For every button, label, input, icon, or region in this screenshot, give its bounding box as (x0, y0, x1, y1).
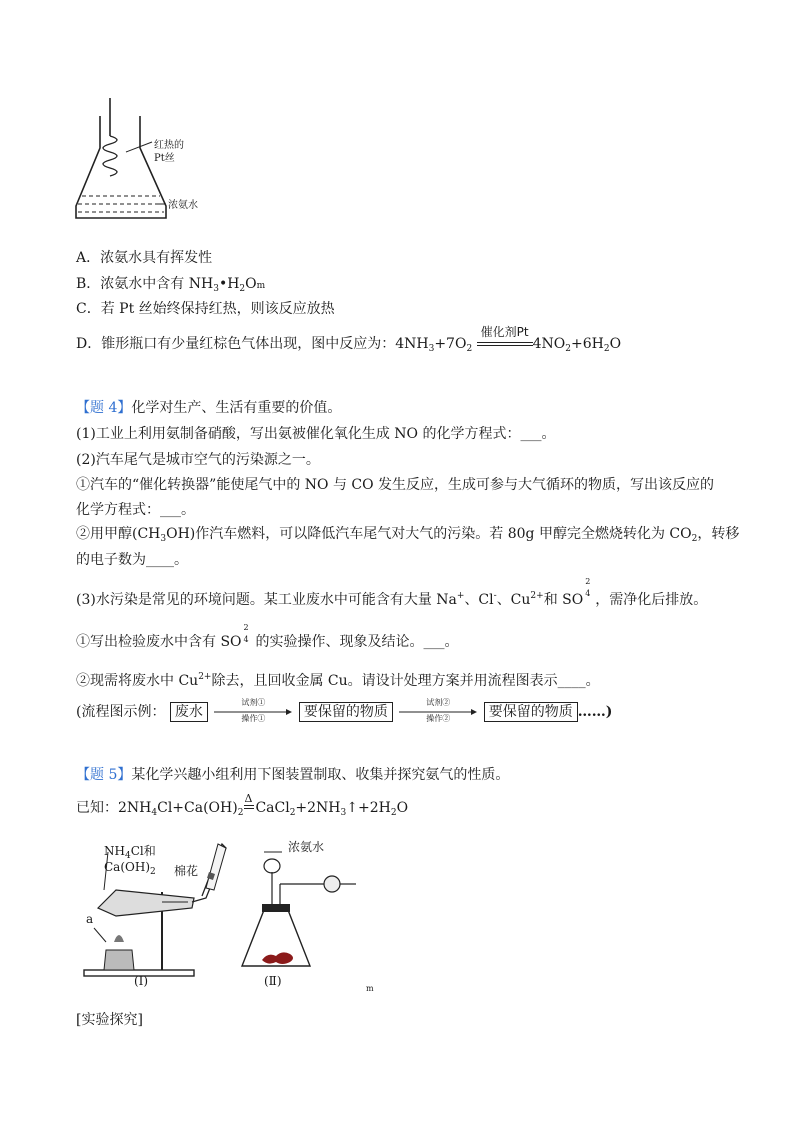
caption-apparatus-2: (Ⅱ) (264, 974, 282, 988)
caption-apparatus-1: (Ⅰ) (134, 974, 149, 988)
q5-header (76, 765, 509, 785)
q5-tag: 【题 5】 (76, 767, 132, 783)
q4-part3a: ①写出检验废水中含有 SO 2 4 的实验操作、现象及结论。___。 (76, 623, 459, 650)
flow-arrow-2: 试剂② 操作② (397, 703, 479, 721)
label-ammonia-water: 浓氨水 (168, 200, 198, 211)
q4-part2a-line2: 化学方程式：___。 (76, 502, 195, 518)
label-concentrated-ammonia: 浓氨水 (288, 840, 325, 854)
option-a: A．浓氨水具有挥发性 (76, 250, 213, 266)
flow-suffix: ……) (577, 704, 613, 720)
flow-box-wastewater: 废水 (170, 702, 208, 722)
q4-part2b-line2: 的电子数为____。 (76, 552, 188, 568)
label-pt-wire: Pt丝 (154, 153, 175, 164)
q5-stem: 某化学兴趣小组利用下图装置制取、收集并探究氨气的性质。 (131, 767, 510, 783)
flow-box-retained-2: 要保留的物质 (484, 702, 578, 722)
heat-symbol: Δ (244, 792, 253, 805)
label-red-hot: 红热的 (154, 140, 184, 151)
q4-part3: (3)水污染是常见的环境问题。某工业废水中可能含有大量 Na+、Cl-、$Cu^{2+}$和 SO 2 4 ，需净化后排放。 (76, 577, 708, 608)
catalyst-arrow (477, 325, 533, 354)
figure-tail-mark: m (366, 984, 374, 993)
figure-ammonia-apparatus (76, 832, 376, 1000)
label-a: a (86, 912, 94, 926)
option-d: D．锥形瓶口有少量红棕色气体出现，图中反应为：$4NH_3+7O_2$ 催化剂Pt $4NO_2+6H_2O$ (76, 334, 621, 359)
section-experiment-inquiry: [实验探究] (76, 1012, 143, 1028)
flow-box-retained-1: 要保留的物质 (299, 702, 393, 722)
option-c: C．若 Pt 丝始终保持红热，则该反应放热 (76, 301, 335, 317)
flow-prefix: (流程图示例： (76, 704, 166, 720)
q4-part2a-line1: ①汽车的“催化转换器”能使尾气中的 NO 与 CO 发生反应，生成可参与大气循环的物质，写出该反应的 (76, 477, 715, 493)
label-cotton: 棉花 (174, 864, 199, 878)
option-b: B．浓氨水中含有 $NH_3•H_2Om$ (76, 276, 266, 294)
q5-known-equation: 已知：$2NH_4Cl+Ca(OH)_2$ Δ $CaCl_2+2NH_3↑+2H_2O$ (76, 798, 408, 823)
q4-header (76, 398, 341, 418)
flow-arrow-1: 试剂① 操作① (212, 703, 294, 721)
label-reagents-line1: $NH_4Cl$和 (104, 844, 156, 861)
q4-tag: 【题 4】 (76, 400, 132, 416)
catalyst-label: 催化剂Pt (480, 325, 529, 339)
flowchart-example (76, 698, 613, 723)
q4-part2: (2)汽车尾气是城市空气的污染源之一。 (76, 452, 320, 468)
q4-part1: (1)工业上利用氨制备硝酸，写出氨被催化氧化生成 NO 的化学方程式：___。 (76, 426, 556, 442)
label-reagents-line2: $Ca(OH)_2$ (104, 860, 156, 877)
q4-part2b-line1: ②用甲醇$(CH_3OH)$作汽车燃料，可以降低汽车尾气对大气的污染。若 80g 甲醇完全燃烧转化为 $CO_2$，转移 (76, 526, 740, 544)
q4-part3b: ②现需将废水中 $Cu^{2+}$除去，且回收金属 Cu。请设计处理方案并用流程图表示____。 (76, 672, 600, 689)
figure-pt-wire-flask (70, 96, 220, 226)
q4-stem: 化学对生产、生活有重要的价值。 (131, 400, 342, 416)
